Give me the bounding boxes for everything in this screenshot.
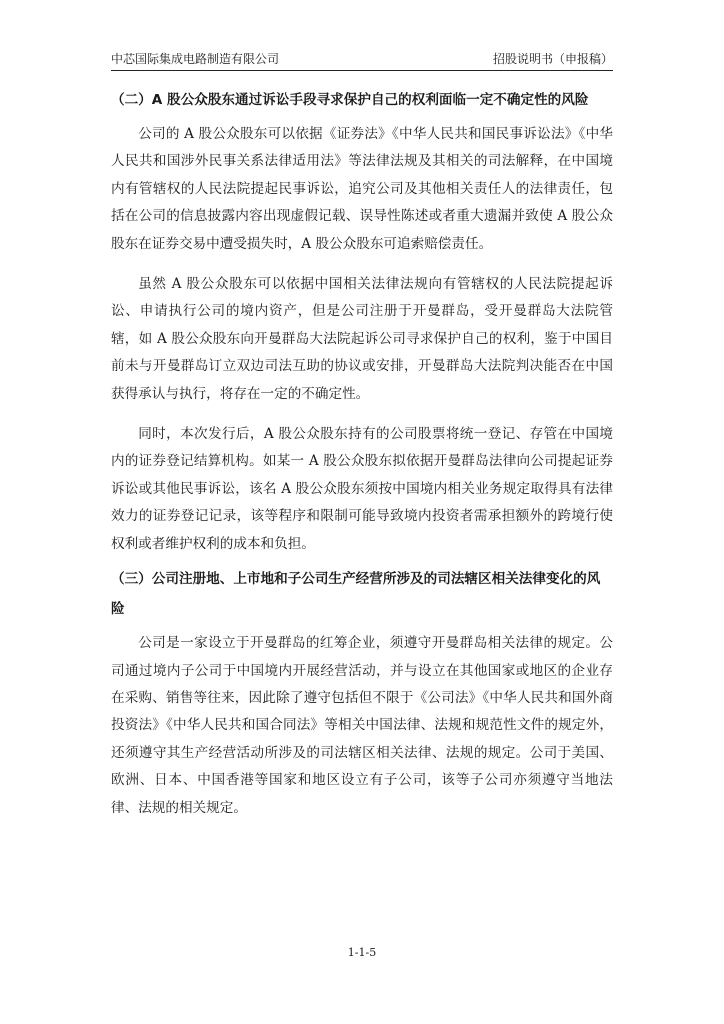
- section-three: [111, 564, 613, 822]
- body-paragraph: 公司的 A 股公众股东可以依据《证券法》《中华人民共和国民事诉讼法》《中华人民共和国涉外民事关系法律适用法》等法律法规及其相关的司法解释，在中国境内有管辖权的人民法院提起民事诉讼，追究公司及其他相关责任人的法律责任，包括在公司的信息披露内容出现虚假记载、误导性陈述或者重大遗漏并致使 A 股公众股东在证券交易中遭受损失时，A 股公众股东可追索赔偿责任。: [111, 126, 613, 252]
- section-heading: （二）A 股公众股东通过诉讼手段寻求保护自己的权利面临一定不确定性的风险: [111, 92, 589, 108]
- body-paragraph: 公司是一家设立于开曼群岛的红筹企业，须遵守开曼群岛相关法律的规定。公司通过境内子公司于中国境内开展经营活动，并与设立在其他国家或地区的企业存在采购、销售等往来，因此除了遵守包括但不限于《公司法》《中华人民共和国外商投资法》《中华人民共和国合同法》等相关中国法律、法规和规范性文件的规定外，还须遵守其生产经营活动所涉及的司法辖区相关法律、法规的规定。公司于美国、欧洲、日本、中国香港等国家和地区设立有子公司，该等子公司亦须遵守当地法律、法规的相关规定。: [111, 635, 613, 816]
- document-body: [111, 84, 613, 822]
- header-company-name: 中芯国际集成电路制造有限公司: [111, 52, 280, 66]
- body-paragraph: 虽然 A 股公众股东可以依据中国相关法律法规向有管辖权的人民法院提起诉讼、申请执行公司的境内资产，但是公司注册于开曼群岛，受开曼群岛大法院管辖，如 A 股公众股东向开曼群岛大法院起诉公司寻求保护自己的权利，鉴于中国目前未与开曼群岛订立双边司法互助的协议或安排，开曼群岛大法院判决能否在中国获得承认与执行，将存在一定的不确定性。: [111, 276, 613, 402]
- header-document-type: 招股说明书（申报稿）: [492, 52, 613, 66]
- page-header: [111, 50, 613, 71]
- page-number: 1-1-5: [347, 946, 377, 959]
- body-paragraph: 同时，本次发行后，A 股公众股东持有的公司股票将统一登记、存管在中国境内的证券登记结算机构。如某一 A 股公众股东拟依据开曼群岛法律向公司提起证券诉讼或其他民事诉讼，该名 A 股公众股东须按中国境内相关业务规定取得具有法律效力的证券登记记录，该等程序和限制可能导致境内投资者需承担额外的跨境行使权利或者维护权利的成本和负担。: [111, 426, 613, 552]
- section-heading: （三）公司注册地、上市地和子公司生产经营所涉及的司法辖区相关法律变化的风险: [111, 571, 601, 618]
- section-two: [111, 84, 613, 558]
